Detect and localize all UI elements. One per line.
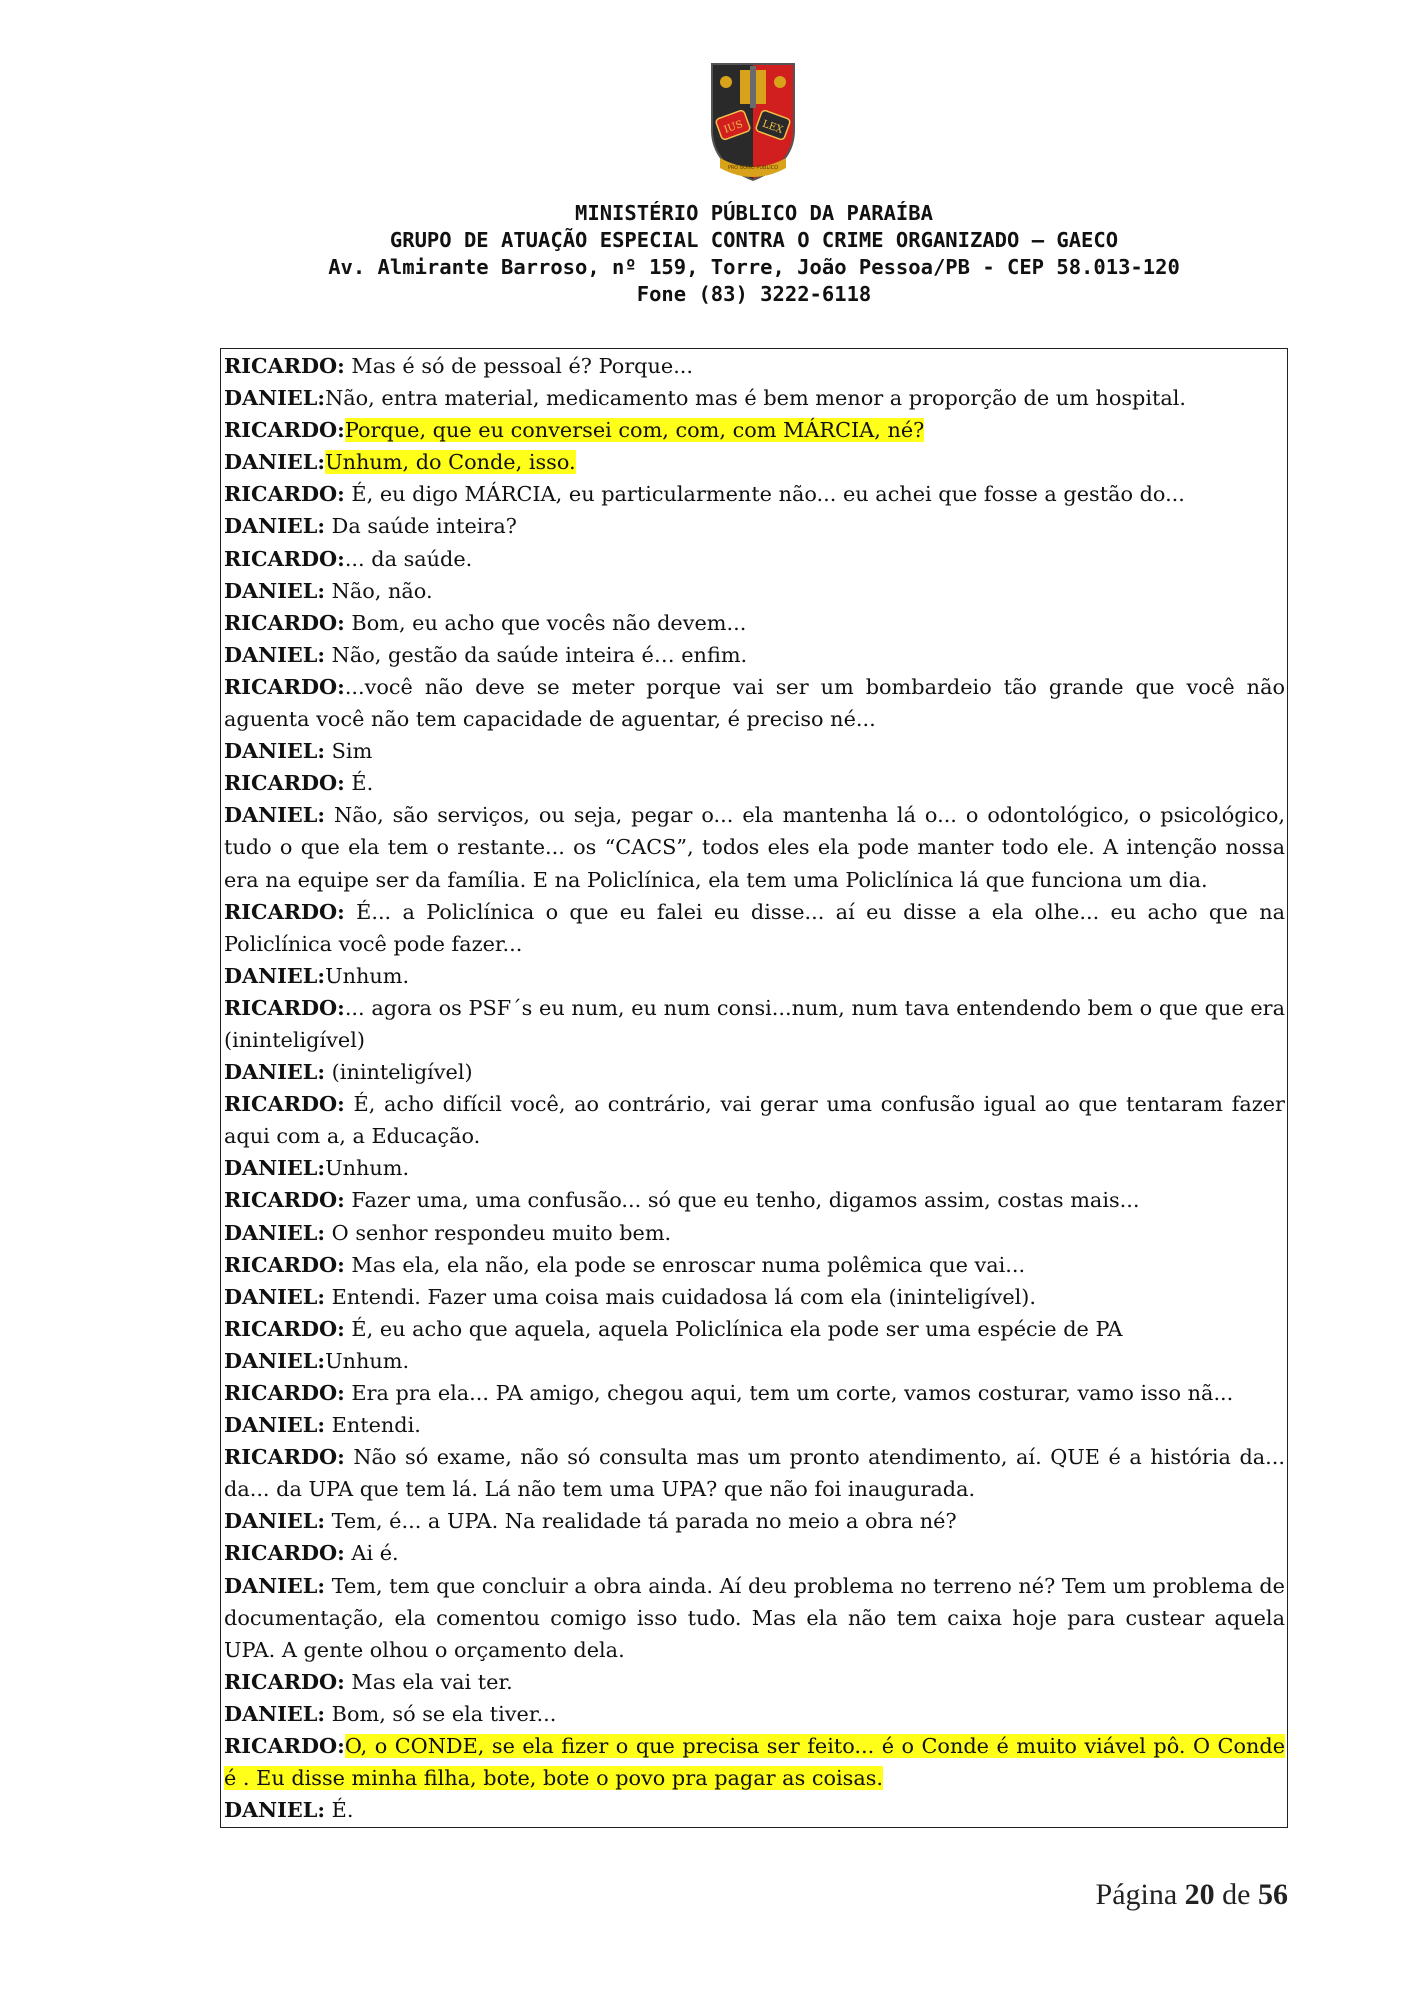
speech-text: ...você não deve se meter porque vai ser um bombardeio tão grande que você não aguenta você não tem capacidade de aguentar, é preciso né... (224, 674, 1285, 732)
speech-text: Ai é. (344, 1541, 399, 1566)
speech-text: Mas ela vai ter. (344, 1669, 513, 1694)
transcript-line (224, 350, 1285, 382)
speaker-label: DANIEL: (224, 641, 326, 667)
transcript-line (224, 1730, 1285, 1794)
transcript-line (224, 382, 1285, 414)
speech-text: É, acho difícil você, ao contrário, vai gerar uma confusão igual ao que tentaram fazer aqui com a, a Educação. (224, 1092, 1285, 1149)
speech-text: Era pra ela... PA amigo, chegou aqui, tem um corte, vamos costurar, vamo isso nã... (344, 1381, 1234, 1405)
page-word: Página (1095, 1878, 1178, 1911)
speech-text: É. (344, 771, 374, 796)
speech-text: Da saúde inteira? (325, 514, 517, 539)
speaker-label: RICARDO: (224, 1444, 345, 1470)
speaker-label: DANIEL: (224, 1155, 326, 1181)
speech-text: É... a Policlínica o que eu falei eu disse... aí eu disse a ela olhe... eu acho que na Policlínica você pode fazer... (224, 899, 1285, 956)
transcript-line (224, 1441, 1285, 1505)
highlighted-speech: Unhum, do Conde, isso. (325, 450, 576, 475)
transcript-line (224, 799, 1285, 895)
speaker-label: RICARDO: (224, 1540, 345, 1566)
speaker-label: DANIEL: (224, 1347, 326, 1373)
transcript-line (224, 735, 1285, 767)
speech-text: Entendi. (325, 1413, 421, 1438)
page-of: de (1222, 1878, 1251, 1911)
speech-text: ... agora os PSF´s eu num, eu num consi...num, num tava entendendo bem o que que era (ininteligível) (224, 995, 1285, 1052)
transcript-line (224, 1088, 1285, 1152)
transcript-line (224, 767, 1285, 799)
transcript-line (224, 896, 1285, 960)
transcript-line (224, 1377, 1285, 1409)
letterhead (0, 200, 1414, 308)
speaker-label: DANIEL: (224, 1508, 326, 1534)
speaker-label: DANIEL: (224, 1797, 326, 1823)
speech-text: Não, são serviços, ou seja, pegar o... ela mantenha lá o... o odontológico, o psicológico, tudo o que ela tem o restante... os “CACS”, todos eles ela pode manter todo ele. A intenção nossa era na equipe ser da família. E na Policlínica, ela tem uma Policlínica lá que funciona um dia. (224, 803, 1285, 892)
transcript-line (224, 1794, 1285, 1826)
transcript-box (220, 348, 1288, 1828)
transcript-line (224, 639, 1285, 671)
speaker-label: RICARDO: (224, 994, 345, 1020)
speaker-label: RICARDO: (224, 1187, 345, 1213)
logo-scroll-right: LEX (760, 118, 785, 137)
transcript-line (224, 543, 1285, 575)
transcript-line (224, 1409, 1285, 1441)
transcript-line (224, 1666, 1285, 1698)
gaeco-logo (706, 60, 800, 184)
transcript-line (224, 1570, 1285, 1666)
speaker-label: DANIEL: (224, 1700, 326, 1726)
speaker-label: RICARDO: (224, 417, 345, 443)
speaker-label: RICARDO: (224, 1315, 345, 1341)
logo-scroll-left: IUS (722, 118, 745, 136)
transcript-line (224, 1698, 1285, 1730)
speaker-label: DANIEL: (224, 449, 326, 475)
speaker-label: DANIEL: (224, 962, 326, 988)
address: Av. Almirante Barroso, nº 159, Torre, João Pessoa/PB - CEP 58.013-120 (328, 255, 1180, 279)
org-name: MINISTÉRIO PÚBLICO DA PARAÍBA (575, 201, 933, 225)
transcript-line (224, 1056, 1285, 1088)
highlighted-speech: O, o CONDE, se ela fizer o que precisa ser feito... é o Conde é muito viável pô. O Conde é . Eu disse minha filha, bote, bote o povo pra pagar as coisas. (224, 1734, 1285, 1791)
speech-text: É. (325, 1798, 354, 1823)
transcript-line (224, 1505, 1285, 1537)
transcript-line (224, 510, 1285, 542)
speech-text: Tem, tem que concluir a obra ainda. Aí deu problema no terreno né? Tem um problema de documentação, ela comentou comigo isso tudo. Mas ela não tem caixa hoje para custear aquela UPA. A gente olhou o orçamento dela. (224, 1573, 1285, 1662)
logo-motto: PRO BONO PUBLICO (727, 165, 779, 171)
speech-text: Não só exame, não só consulta mas um pronto atendimento, aí. QUE é a história da... da... da UPA que tem lá. Lá não tem uma UPA? que não foi inaugurada. (224, 1445, 1285, 1502)
transcript-line (224, 1217, 1285, 1249)
speaker-label: RICARDO: (224, 353, 345, 378)
speaker-label: DANIEL: (224, 1412, 326, 1438)
transcript-line (224, 607, 1285, 639)
speaker-label: RICARDO: (224, 898, 345, 924)
speech-text: ... da saúde. (344, 546, 473, 571)
speaker-label: RICARDO: (224, 1091, 345, 1117)
speech-text: (ininteligível) (325, 1060, 473, 1085)
speech-text: Unhum. (325, 1348, 410, 1373)
speech-text: Não, gestão da saúde inteira é… enfim. (325, 642, 748, 667)
speech-text: É, eu digo MÁRCIA, eu particularmente não... eu achei que fosse a gestão do... (344, 482, 1185, 507)
page-total: 56 (1258, 1878, 1288, 1911)
speaker-label: RICARDO: (224, 545, 345, 571)
page-number (1096, 1878, 1288, 1912)
speech-text: Mas é só de pessoal é? Porque... (344, 354, 694, 378)
speaker-label: DANIEL: (224, 1283, 326, 1309)
speaker-label: DANIEL: (224, 577, 326, 603)
speaker-label: RICARDO: (224, 1668, 345, 1694)
speech-text: Unhum. (325, 963, 410, 988)
speaker-label: RICARDO: (224, 1733, 345, 1759)
speech-text: Unhum. (325, 1156, 410, 1181)
speech-text: Tem, é... a UPA. Na realidade tá parada no meio a obra né? (325, 1509, 957, 1534)
speech-text: É, eu acho que aquela, aquela Policlínica ela pode ser uma espécie de PA (344, 1316, 1123, 1341)
transcript-line (224, 960, 1285, 992)
transcript-line (224, 575, 1285, 607)
highlighted-speech: Porque, que eu conversei com, com, com MÁRCIA, né? (344, 418, 925, 443)
transcript-line (224, 1249, 1285, 1281)
speech-text: Não, entra material, medicamento mas é bem menor a proporção de um hospital. (325, 386, 1187, 411)
speaker-label: RICARDO: (224, 1251, 345, 1277)
speaker-label: DANIEL: (224, 513, 326, 539)
transcript-line (224, 1152, 1285, 1184)
speaker-label: DANIEL: (224, 1219, 326, 1245)
speech-text: Bom, eu acho que vocês não devem... (344, 610, 747, 635)
speaker-label: DANIEL: (224, 1059, 326, 1085)
speech-text: Não, não. (325, 578, 433, 603)
speaker-label: DANIEL: (224, 802, 326, 828)
speaker-label: RICARDO: (224, 673, 345, 699)
speech-text: O senhor respondeu muito bem. (325, 1220, 672, 1245)
gaeco-shield-emblem-icon (706, 60, 800, 184)
speech-text: Fazer uma, uma confusão... só que eu tenho, digamos assim, costas mais... (344, 1188, 1140, 1213)
transcript-line (224, 1184, 1285, 1216)
speech-text: Mas ela, ela não, ela pode se enroscar numa polêmica que vai... (344, 1252, 1026, 1277)
transcript-line (224, 671, 1285, 735)
speaker-label: DANIEL: (224, 385, 326, 411)
speaker-label: RICARDO: (224, 770, 345, 796)
speaker-label: RICARDO: (224, 481, 345, 507)
transcript-line (224, 414, 1285, 446)
speech-text: Entendi. Fazer uma coisa mais cuidadosa lá com ela (ininteligível). (325, 1284, 1037, 1309)
transcript-line (224, 1313, 1285, 1345)
speaker-label: RICARDO: (224, 1380, 345, 1405)
speaker-label: RICARDO: (224, 609, 345, 635)
speech-text: Bom, só se ela tiver... (325, 1701, 557, 1726)
group-name: GRUPO DE ATUAÇÃO ESPECIAL CONTRA O CRIME ORGANIZADO – GAECO (389, 228, 1119, 252)
transcript-line (224, 446, 1285, 478)
transcript-line (224, 1537, 1285, 1569)
phone: Fone (83) 3222-6118 (636, 282, 872, 306)
transcript-line (224, 992, 1285, 1056)
speaker-label: DANIEL: (224, 1572, 326, 1598)
page-current: 20 (1184, 1878, 1215, 1911)
transcript-line (224, 1281, 1285, 1313)
speaker-label: DANIEL: (224, 738, 326, 764)
transcript-line (224, 478, 1285, 510)
transcript-line (224, 1345, 1285, 1377)
speech-text: Sim (325, 739, 373, 764)
